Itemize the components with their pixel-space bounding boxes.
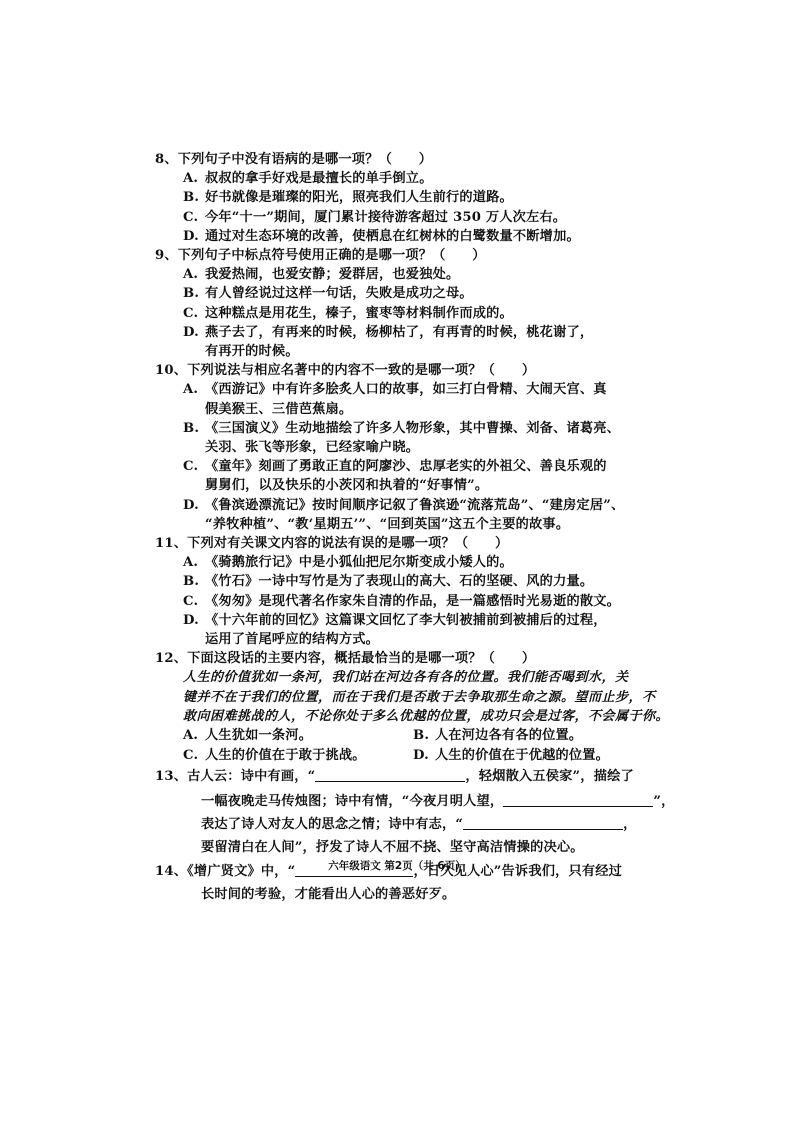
answer-blank[interactable] (503, 792, 653, 807)
passage-line: 敢向困难挑战的人，不论你处于多么优越的位置，成功只会是过客，不会属于你。 (183, 709, 670, 725)
option-d: D. 燕子去了，有再来的时候，杨柳枯了，有再青的时候，桃花谢了， 有再开的时候。 (183, 324, 594, 360)
fill-line: 14、《增广贤文》中，“ ，日久见人心”告诉我们，只有经过 (155, 863, 623, 879)
question-9 (155, 246, 715, 361)
answer-blank[interactable] (463, 815, 623, 830)
option-c: C. 今年“十一”期间，厦门累计接待游客超过 350 万人次左右。 (183, 209, 567, 225)
option-c: C. 《童年》刻画了勇敢正直的阿廖沙、忠厚老实的外祖父、善良乐观的 舅舅们，以及快乐的小茨冈和执着的“好事情”。 (183, 459, 607, 494)
option-b: B. 《三国演义》生动地描绘了许多人物形象，其中曹操、刘备、诸葛亮、 关羽、张飞等形象，已经家喻户晓。 (183, 420, 621, 456)
option-a: A. 人生犹如一条河。 (183, 728, 313, 744)
page-footer: 六年级语文 第2页（共 6页） (328, 860, 466, 872)
passage-line: 人生的价值犹如一条河，我们站在河边各有各的位置。我们能否喝到水，关 (183, 670, 629, 686)
option-c: C. 《匆匆》是现代著名作家朱自清的作品，是一篇感悟时光易逝的散文。 (183, 593, 621, 609)
question-10 (155, 361, 715, 534)
option-row (155, 746, 715, 765)
option-b: B. 《竹石》一诗中写竹是为了表现山的高大、石的坚硬、风的力量。 (183, 574, 594, 590)
question-11 (155, 534, 715, 649)
question-stem: 10、下列说法与相应名著中的内容不一致的是哪一项？（ ） (155, 363, 536, 379)
option-a: A. 《骑鹅旅行记》中是小狐仙把尼尔斯变成小矮人的。 (183, 555, 513, 571)
question-stem: 11、下列对有关课文内容的说法有误的是哪一项？（ ） (155, 536, 509, 552)
fill-line: 表达了诗人对友人的思念之情；诗中有志，“ ， (201, 817, 637, 833)
question-8 (155, 150, 715, 246)
option-c: C. 人生的价值在于敢于挑战。 (183, 747, 366, 763)
question-stem: 12、下面这段话的主要内容，概括最恰当的是哪一项？（ ） (155, 651, 536, 667)
option-d: D. 通过对生态环境的改善，使栖息在红树林的白鹭数量不断增加。 (183, 228, 580, 244)
fill-line: 13、古人云：诗中有画，“ ，轻烟散入五侯家”，描绘了 (155, 768, 634, 784)
option-d: D. 人生的价值在于优越的位置。 (413, 747, 610, 763)
question-stem: 8、下列句子中没有语病的是哪一项？（ ） (155, 152, 433, 167)
option-a: A. 我爱热闹，也爱安静；爱群居，也爱独处。 (183, 267, 460, 283)
question-13 (155, 767, 715, 858)
option-a: A. 叔叔的拿手好戏是最擅长的单手倒立。 (183, 171, 433, 187)
passage-line: 键并不在于我们的位置，而在于我们是否敢于去争取那生命之源。望而止步，不 (183, 689, 656, 705)
option-b: B. 有人曾经说过这样一句话，失败是成功之母。 (183, 286, 473, 302)
answer-blank[interactable] (315, 767, 465, 782)
option-a: A. 《西游记》中有许多脍炙人口的故事，如三打白骨精、大闹天宫、真 假美猴王、三借芭蕉扇。 (183, 382, 607, 417)
reading-passage (155, 668, 715, 726)
exam-page (155, 150, 715, 904)
question-stem: 9、下列句子中标点符号使用正确的是哪一项？（ ） (155, 248, 486, 264)
fill-line: 一幅夜晚走马传烛图；诗中有情，“今夜月明人望， ”， (201, 793, 675, 809)
option-row (155, 726, 715, 745)
option-b: B. 好书就像是璀璨的阳光，照亮我们人生前行的道路。 (183, 190, 513, 206)
fill-line: 长时间的考验，才能看出人心的善恶好歹。 (201, 886, 456, 902)
option-d: D. 《十六年前的回忆》这篇课文回忆了李大钊被捕前到被捕后的过程， 运用了首尾呼应的结构方式。 (183, 612, 607, 648)
option-c: C. 这种糕点是用花生，榛子，蜜枣等材料制作而成的。 (183, 305, 513, 321)
fill-line: 要留清白在人间”，抒发了诗人不屈不挠、坚守高洁情操的决心。 (201, 840, 584, 856)
option-d: D. 《鲁滨逊漂流记》按时间顺序记叙了鲁滨逊“流落荒岛”、“建房定居”、 “养牧种植”、“教‘星期五’”、“回到英国”这五个主要的故事。 (183, 497, 625, 532)
question-12 (155, 649, 715, 765)
option-b: B. 人在河边各有各的位置。 (413, 728, 583, 744)
